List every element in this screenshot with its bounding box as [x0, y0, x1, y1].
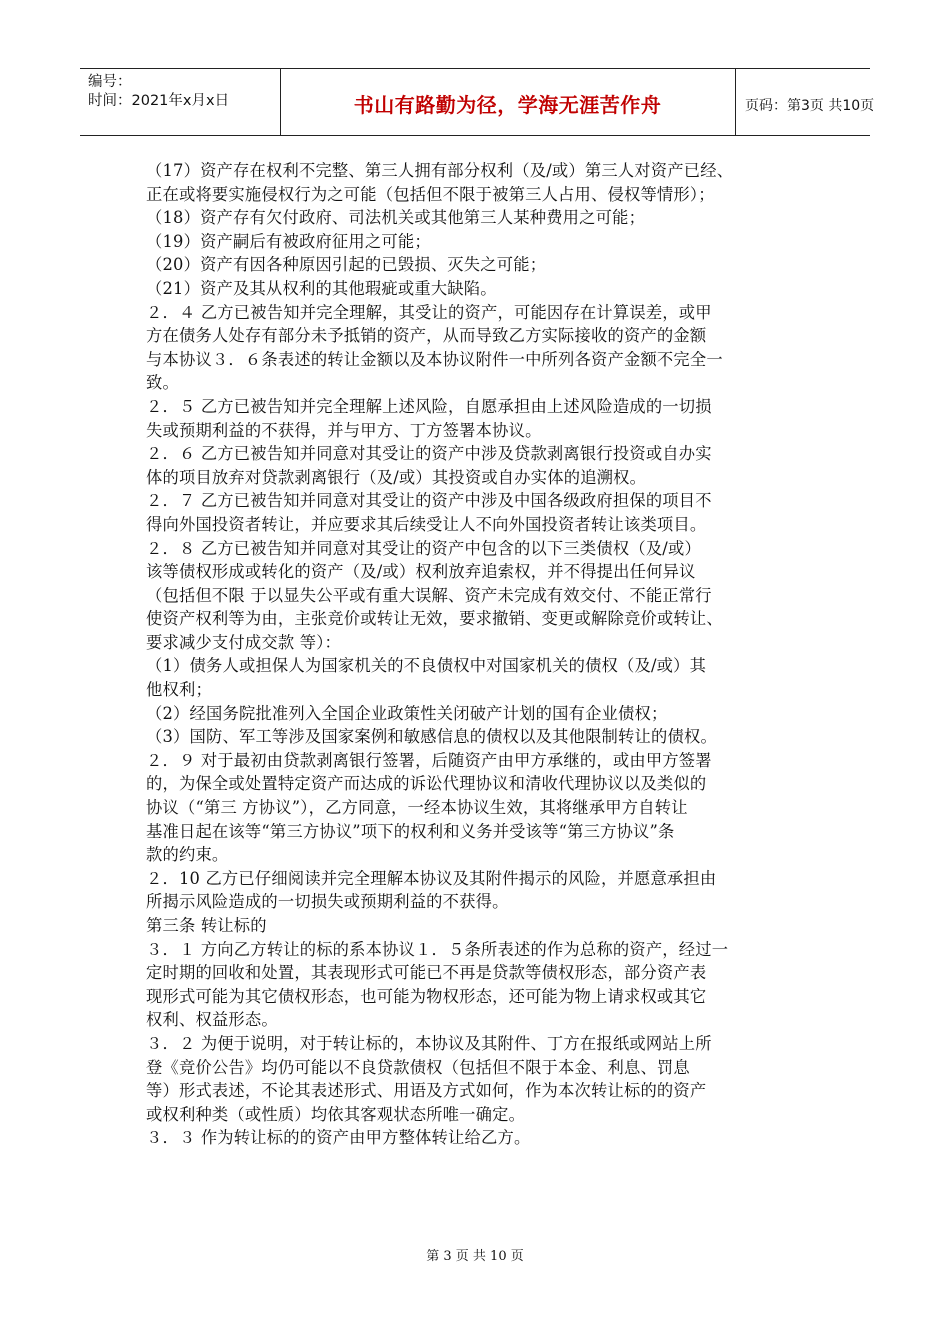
text-line: ２．７ 乙方已被告知并同意对其受让的资产中涉及中国各级政府担保的项目不 [146, 491, 712, 511]
text-line: 他权利； [146, 680, 212, 700]
text-line: 登《竞价公告》均仍可能以不良贷款债权（包括但不限于本金、利息、罚息 [146, 1057, 690, 1077]
text-line: （21）资产及其从权利的其他瑕疵或重大缺陷。 [146, 278, 497, 298]
text-line: ３．３ 作为转让标的的资产由甲方整体转让给乙方。 [146, 1128, 531, 1148]
text-line: （包括但不限 于以显失公平或有重大误解、资产未完成有效交付、不能正常行 [146, 585, 712, 605]
text-line: 该等债权形成或转化的资产（及/或）权利放弃追索权，并不得提出任何异议 [146, 562, 696, 582]
text-line: （3）国防、军工等涉及国家案例和敏感信息的债权以及其他限制转让的债权。 [146, 727, 717, 747]
text-line: （18）资产存有欠付政府、司法机关或其他第三人某种费用之可能； [146, 208, 646, 228]
text-line: 所揭示风险造成的一切损失或预期利益的不获得。 [146, 892, 509, 912]
text-line: ３．２ 为便于说明，对于转让标的，本协议及其附件、丁方在报纸或网站上所 [146, 1033, 712, 1053]
text-line: ３．１ 方向乙方转让的标的系本协议１．５条所表述的作为总称的资产，经过一 [146, 939, 729, 959]
text-line: ２．９ 对于最初由贷款剥离银行签署，后随资产由甲方承继的，或由甲方签署 [146, 750, 712, 770]
text-line: 与本协议３．６条表述的转让金额以及本协议附件一中所列各资产金额不完全一 [146, 349, 723, 369]
text-line: 协议（“第三 方协议”），乙方同意，一经本协议生效，其将继承甲方自转让 [146, 798, 688, 818]
text-line: 或权利种类（或性质）均依其客观状态所唯一确定。 [146, 1104, 526, 1124]
text-line: （19）资产嗣后有被政府征用之可能； [146, 231, 431, 251]
document-time-label: 时间：2021年x月x日 [88, 93, 230, 109]
text-line: （20）资产有因各种原因引起的已毁损、灭失之可能； [146, 255, 547, 275]
text-line: （1）债务人或担保人为国家机关的不良债权中对国家机关的债权（及/或）其 [146, 656, 707, 676]
header-motto: 书山有路勤为径，学海无涯苦作舟 [353, 93, 662, 117]
page-header [80, 68, 875, 136]
text-line: ２．８ 乙方已被告知并同意对其受让的资产中包含的以下三类债权（及/或） [146, 538, 701, 558]
text-line: 等）形式表述，不论其表述形式、用语及方式如何，作为本次转让标的的资产 [146, 1081, 707, 1101]
text-line: 失或预期利益的不获得，并与甲方、丁方签署本协议。 [146, 420, 542, 440]
text-line: ２．４ 乙方已被告知并完全理解，其受让的资产，可能因存在计算误差，或甲 [146, 302, 712, 322]
text-line: 权利、权益形态。 [146, 1010, 278, 1030]
text-line: 的，为保全或处置特定资产而达成的诉讼代理协议和清收代理协议以及类似的 [146, 774, 707, 794]
text-line: （17）资产存在权利不完整、第三人拥有部分权利（及/或）第三人对资产已经、 [146, 161, 734, 180]
text-line: 款的约束。 [146, 845, 229, 865]
text-line: 基准日起在该等“第三方协议”项下的权利和义务并受该等“第三方协议”条 [146, 821, 675, 841]
text-line: 方在债务人处存有部分未予抵销的资产，从而导致乙方实际接收的资产的金额 [146, 326, 707, 346]
header-page-number: 页码：第3页 共10页 [745, 98, 875, 114]
document-number-label: 编号： [88, 74, 132, 90]
header-divider [735, 69, 736, 135]
text-line: 体的项目放弃对贷款剥离银行（及/或）其投资或自办实体的追溯权。 [146, 467, 647, 487]
text-line: 要求减少支付成交款 等）： [146, 632, 342, 652]
text-line: （2）经国务院批准列入全国企业政策性关闭破产计划的国有企业债权； [146, 703, 668, 723]
text-line: 定时期的回收和处置，其表现形式可能已不再是贷款等债权形态，部分资产表 [146, 963, 707, 983]
text-line: 正在或将要实施侵权行为之可能（包括但不限于被第三人占用、侵权等情形）； [146, 184, 715, 204]
page-footer: 第 3 页 共 10 页 [426, 1249, 524, 1264]
text-line: 得向外国投资者转让，并应要求其后续受让人不向外国投资者转让该类项目。 [146, 514, 707, 534]
text-line: ２．６ 乙方已被告知并同意对其受让的资产中涉及贷款剥离银行投资或自办实 [146, 444, 712, 464]
text-line: 使资产权利等为由，主张竞价或转让无效，要求撤销、变更或解除竞价或转让、 [146, 609, 723, 629]
document-body [146, 159, 811, 1150]
text-line: 致。 [146, 373, 179, 393]
text-line: 现形式可能为其它债权形态，也可能为物权形态，还可能为物上请求权或其它 [146, 986, 707, 1006]
text-line: ２．５ 乙方已被告知并完全理解上述风险，自愿承担由上述风险造成的一切损 [146, 396, 712, 416]
text-line: 第三条 转让标的 [146, 916, 267, 935]
header-meta [88, 73, 229, 111]
text-line: ２．10 乙方已仔细阅读并完全理解本协议及其附件揭示的风险，并愿意承担由 [146, 868, 717, 888]
